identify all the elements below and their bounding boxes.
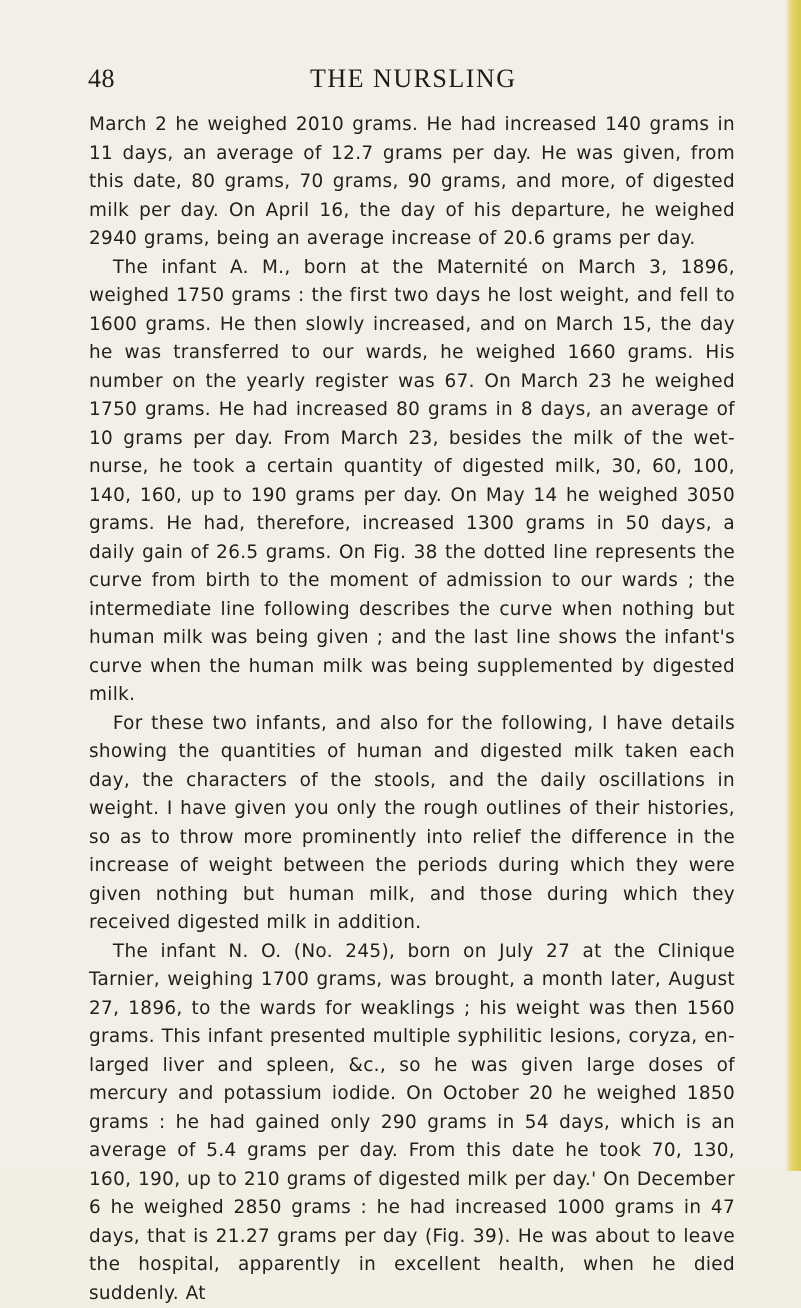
body-text bbox=[89, 111, 735, 1308]
paragraph-details: For these two infants, and also for the following, I have details showing the quantities of human and digested milk taken each day, the characters of the stools, and the daily oscillations in weight. I have given you only the rough outlines of their histories, so as to throw more prominently into relief the difference in the increase of weight between the periods during which they were given nothing but human milk, and those during which they received digested milk in addition. bbox=[89, 710, 735, 938]
paragraph-continued: March 2 he weighed 2010 grams. He had increased 140 grams in 11 days, an average of 12.7 grams per day. He was given, from this date, 80 grams, 70 grams, 90 grams, and more, of digested milk per day. On April 16, the day of his departure, he weighed 2940 grams, being an average increase of 20.6 grams per day. bbox=[89, 111, 735, 254]
page-number: 48 bbox=[88, 64, 115, 94]
page-edge-stain bbox=[785, 0, 801, 1171]
paragraph-infant-am: The infant A. M., born at the Maternité on March 3, 1896, weighed 1750 grams : the first two days he lost weight, and fell to 1600 grams. He then slowly increased, and on March 15, the day he was transferred to our wards, he weighed 1660 grams. His number on the yearly register was 67. On March 23 he weighed 1750 grams. He had increased 80 grams in 8 days, an average of 10 grams per day. From March 23, besides the milk of the wet-nurse, he took a certain quantity of digested milk, 30, 60, 100, 140, 160, up to 190 grams per day. On May 14 he weighed 3050 grams. He had, therefore, increased 1300 grams in 50 days, a daily gain of 26.5 grams. On Fig. 38 the dotted line represents the curve from birth to the moment of admission to our wards ; the intermediate line following describes the curve when nothing but human milk was being given ; and the last line shows the infant's curve when the human milk was being supplemented by digested milk. bbox=[89, 254, 735, 710]
page-header bbox=[88, 64, 728, 104]
paragraph-infant-no: The infant N. O. (No. 245), born on July 27 at the Clinique Tarnier, weighing 1700 grams, was brought, a month later, August 27, 1896, to the wards for weaklings ; his weight was then 1560 grams. This infant presented multiple syphilitic lesions, coryza, en-larged liver and spleen, &c., so he was given large doses of mercury and potassium iodide. On October 20 he weighed 1850 grams : he had gained only 290 grams in 54 days, which is an average of 5.4 grams per day. From this date he took 70, 130, 160, 190, up to 210 grams of digested milk per day.' On December 6 he weighed 2850 grams : he had increased 1000 grams in 47 days, that is 21.27 grams per day (Fig. 39). He was about to leave the hospital, apparently in excellent health, when he died suddenly. At bbox=[89, 938, 735, 1308]
running-head: THE NURSLING bbox=[310, 64, 517, 94]
